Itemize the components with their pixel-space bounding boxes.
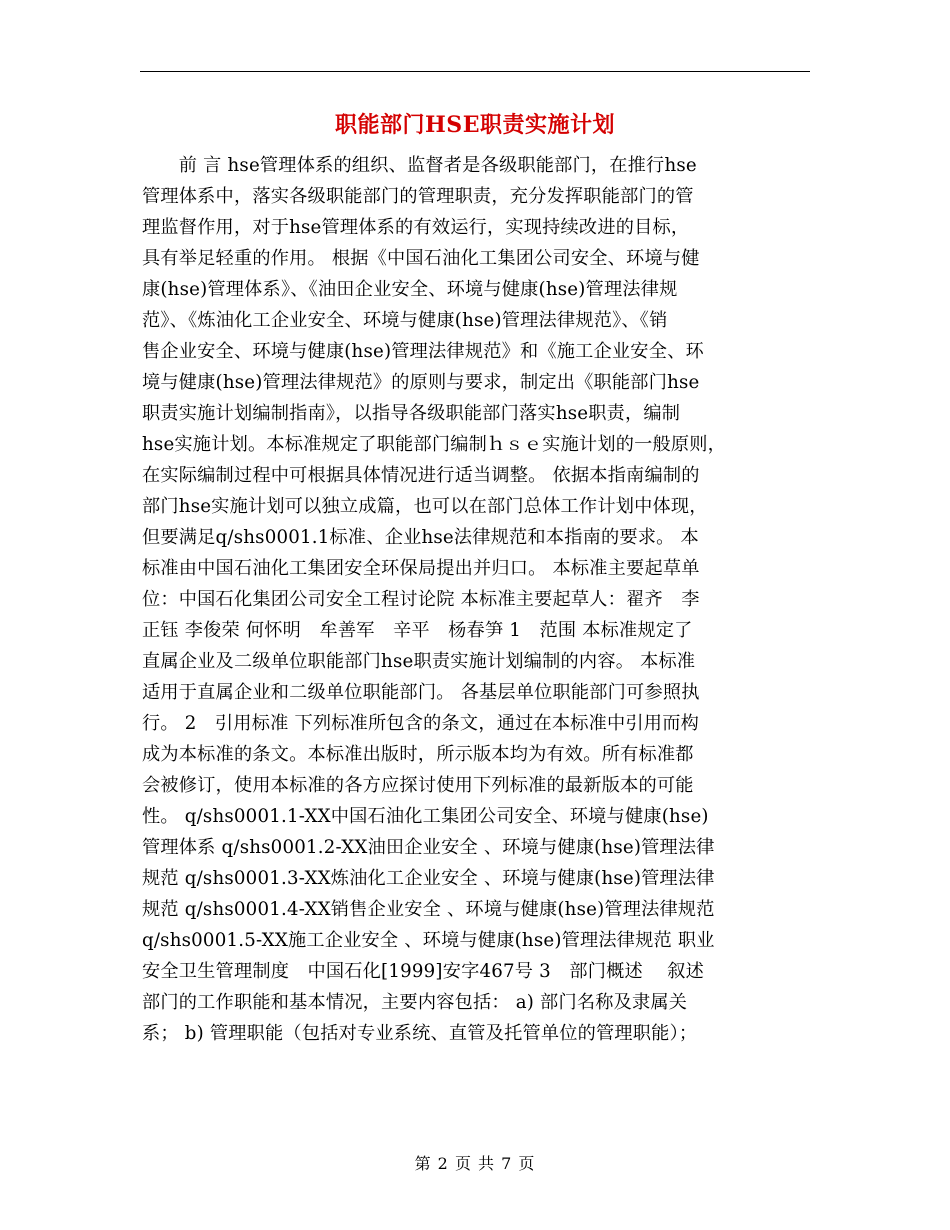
body-line-10: hse实施计划。本标准规定了职能部门编制ｈｓｅ实施计划的一般原则， xyxy=(142,434,727,455)
body-line-23: 管理体系 q/shs0001.2-XX油田企业安全 、环境与健康(hse)管理法律 xyxy=(142,837,715,858)
body-line-22: 性。 q/shs0001.1-XX中国石油化工集团公司安全、环境与健康(hse) xyxy=(142,806,709,827)
body-line-29: 系； b) 管理职能（包括对专业系统、直管及托管单位的管理职能）； xyxy=(142,1023,698,1044)
body-line-8: 境与健康(hse)管理法律规范》的原则与要求，制定出《职能部门hse xyxy=(142,372,700,393)
body-line-28: 部门的工作职能和基本情况，主要内容包括： a) 部门名称及隶属关 xyxy=(142,992,688,1013)
body-line-26: q/shs0001.5-XX施工企业安全 、环境与健康(hse)管理法律规范 职业 xyxy=(142,930,715,951)
document-title: 职能部门HSE职责实施计划 xyxy=(335,112,615,138)
body-line-16: 正钰 李俊荣 何怀明 牟善军 辛平 杨春笋 1 范围 本标准规定了 xyxy=(142,620,693,641)
body-line-15: 位：中国石化集团公司安全工程讨论院 本标准主要起草人：翟齐 李 xyxy=(142,589,700,610)
body-line-27: 安全卫生管理制度 中国石化[1999]安字467号 3 部门概述 叙述 xyxy=(142,961,705,982)
body-line-7: 售企业安全、环境与健康(hse)管理法律规范》和《施工企业安全、环 xyxy=(142,341,704,362)
body-line-2: 管理体系中，落实各级职能部门的管理职责，充分发挥职能部门的管 xyxy=(142,186,694,207)
body-line-18: 适用于直属企业和二级单位职能部门。 各基层单位职能部门可参照执 xyxy=(142,682,700,703)
page-number-footer: 第 2 页 共 7 页 xyxy=(414,1154,536,1173)
body-line-19: 行。 2 引用标准 下列标准所包含的条文，通过在本标准中引用而构 xyxy=(142,713,699,734)
body-line-3: 理监督作用，对于hse管理体系的有效运行，实现持续改进的目标， xyxy=(142,217,690,238)
body-line-4: 具有举足轻重的作用。 根据《中国石油化工集团公司安全、环境与健 xyxy=(142,248,700,269)
header-rule xyxy=(140,71,810,72)
body-line-25: 规范 q/shs0001.4-XX销售企业安全 、环境与健康(hse)管理法律规范 xyxy=(142,899,715,920)
body-line-20: 成为本标准的条文。本标准出版时，所示版本均为有效。所有标准都 xyxy=(142,744,694,765)
body-line-21: 会被修订，使用本标准的各方应探讨使用下列标准的最新版本的可能 xyxy=(142,775,694,796)
body-line-6: 范》、《炼油化工企业安全、环境与健康(hse)管理法律规范》、《销 xyxy=(142,310,668,331)
body-line-17: 直属企业及二级单位职能部门hse职责实施计划编制的内容。 本标准 xyxy=(142,651,696,672)
body-line-14: 标准由中国石油化工集团安全环保局提出并归口。 本标准主要起草单 xyxy=(142,558,700,579)
body-line-5: 康(hse)管理体系》、《油田企业安全、环境与健康(hse)管理法律规 xyxy=(142,279,678,300)
body-line-9: 职责实施计划编制指南》，以指导各级职能部门落实hse职责，编制 xyxy=(142,403,681,424)
body-line-11: 在实际编制过程中可根据具体情况进行适当调整。 依据本指南编制的 xyxy=(142,465,700,486)
body-line-13: 但要满足q/shs0001.1标准、企业hse法律规范和本指南的要求。 本 xyxy=(142,527,699,548)
body-line-1: 前 言 hse管理体系的组织、监督者是各级职能部门，在推行hse xyxy=(142,155,697,176)
body-line-24: 规范 q/shs0001.3-XX炼油化工企业安全 、环境与健康(hse)管理法律 xyxy=(142,868,715,889)
document-body xyxy=(142,150,810,1049)
body-line-12: 部门hse实施计划可以独立成篇，也可以在部门总体工作计划中体现， xyxy=(142,496,708,517)
